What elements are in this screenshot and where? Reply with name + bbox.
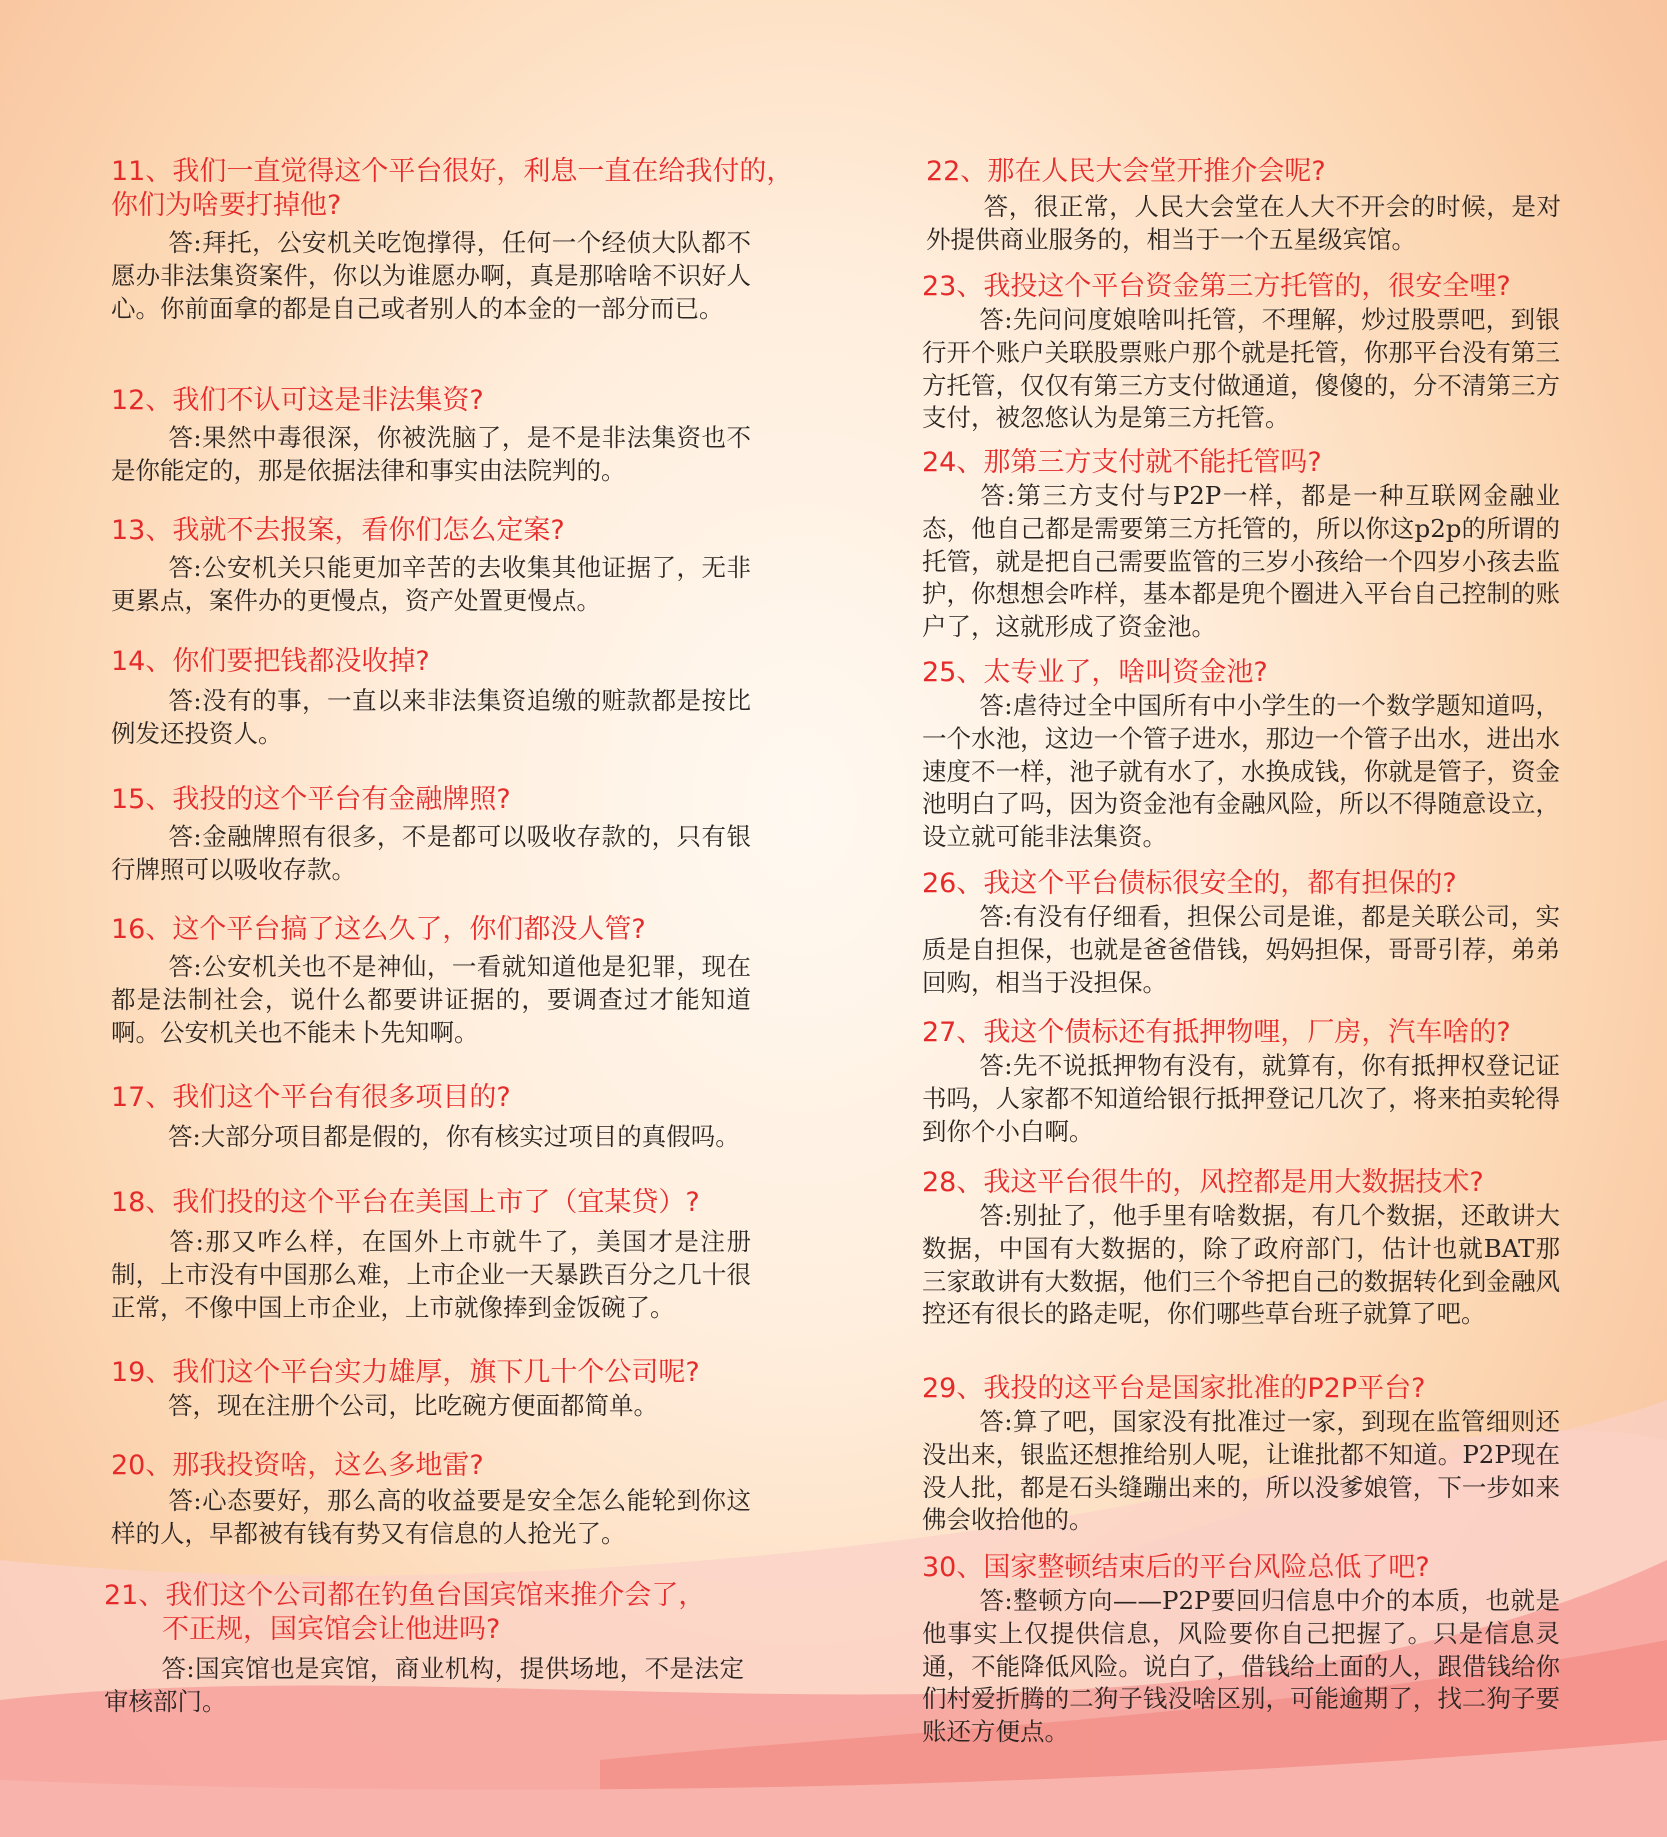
question-title: 29、我投的这平台是国家批准的P2P平台? (922, 1373, 1426, 1404)
question-title: 15、我投的这个平台有金融牌照? (111, 784, 511, 815)
qa-item-25 (922, 656, 1560, 854)
qa-item-16 (111, 913, 751, 1049)
question-title: 14、你们要把钱都没收掉? (111, 646, 430, 677)
question-title: 22、那在人民大会堂开推介会呢? (926, 156, 1326, 187)
qa-item-15 (111, 783, 751, 887)
qa-item-23 (922, 270, 1560, 435)
answer-text: 答:那又咋么样，在国外上市就牛了，美国才是注册制，上市没有中国那么难，上市企业一天暴跌百分之几十很正常，不像中国上市企业，上市就像捧到金饭碗了。 (111, 1227, 751, 1322)
question-title: 30、国家整顿结束后的平台风险总低了吧? (922, 1552, 1430, 1583)
answer-text: 答:公安机关只能更加辛苦的去收集其他证据了，无非更累点，案件办的更慢点，资产处置更慢点。 (111, 553, 751, 615)
qa-item-26 (922, 867, 1560, 999)
qa-item-19 (111, 1356, 751, 1423)
question-title: 19、我们这个平台实力雄厚，旗下几十个公司呢? (111, 1357, 700, 1388)
answer-text: 答:先问问度娘啥叫托管，不理解，炒过股票吧，到银行开个账户关联股票账户那个就是托管，你那平台没有第三方托管，仅仅有第三方支付做通道，傻傻的，分不清第三方支付，被忽悠认为是第三方托管。 (922, 305, 1560, 433)
qa-item-30 (922, 1551, 1560, 1749)
answer-text: 答，现在注册个公司，比吃碗方便面都简单。 (168, 1391, 658, 1420)
question-title: 28、我这平台很牛的，风控都是用大数据技术? (922, 1167, 1484, 1198)
answer-text: 答:别扯了，他手里有啥数据，有几个数据，还敢讲大数据，中国有大数据的，除了政府部门，估计也就BAT那三家敢讲有大数据，他们三个爷把自己的数据转化到金融风控还有很长的路走呢，你们哪些草台班子就算了吧。 (922, 1201, 1560, 1329)
question-title: 16、这个平台搞了这么久了，你们都没人管? (111, 914, 646, 945)
question-title: 21、我们这个公司都在钓鱼台国宾馆来推介会了， 不正规，国宾馆会让他进吗? (104, 1580, 706, 1645)
qa-item-28 (922, 1166, 1560, 1331)
answer-text: 答:大部分项目都是假的，你有核实过项目的真假吗。 (168, 1122, 740, 1151)
qa-item-12 (111, 384, 751, 488)
qa-item-17 (111, 1081, 751, 1154)
qa-item-24 (922, 446, 1560, 644)
question-title: 23、我投这个平台资金第三方托管的，很安全哩? (922, 271, 1511, 302)
question-title: 13、我就不去报案，看你们怎么定案? (111, 515, 565, 546)
answer-text: 答:有没有仔细看，担保公司是谁，都是关联公司，实质是自担保，也就是爸爸借钱，妈妈担保，哥哥引荐，弟弟回购，相当于没担保。 (922, 902, 1560, 997)
qa-item-13 (111, 514, 751, 618)
answer-text: 答:果然中毒很深，你被洗脑了，是不是非法集资也不是你能定的，那是依据法律和事实由法院判的。 (111, 423, 751, 485)
question-title: 25、太专业了，啥叫资金池? (922, 657, 1268, 688)
answer-text: 答:心态要好，那么高的收益要是安全怎么能轮到你这样的人，早都被有钱有势又有信息的人抢光了。 (111, 1486, 751, 1548)
qa-item-18 (111, 1186, 751, 1324)
question-title: 18、我们投的这个平台在美国上市了（宜某贷）? (111, 1187, 700, 1218)
qa-item-27 (922, 1016, 1560, 1148)
answer-text: 答:整顿方向——P2P要回归信息中介的本质，也就是他事实上仅提供信息，风险要你自己把握了。只是信息灵通，不能降低风险。说白了，借钱给上面的人，跟借钱给你们村爱折腾的二狗子钱没啥区别，可能逾期了，找二狗子要账还方便点。 (922, 1586, 1560, 1747)
qa-item-22 (926, 155, 1561, 257)
question-title: 12、我们不认可这是非法集资? (111, 385, 484, 416)
question-title: 11、我们一直觉得这个平台很好，利息一直在给我付的， 你们为啥要打掉他? (111, 156, 794, 221)
question-title: 20、那我投资啥，这么多地雷? (111, 1450, 484, 1481)
answer-text: 答:公安机关也不是神仙，一看就知道他是犯罪，现在都是法制社会，说什么都要讲证据的，要调查过才能知道啊。公安机关也不能未卜先知啊。 (111, 952, 751, 1047)
answer-text: 答:算了吧，国家没有批准过一家，到现在监管细则还没出来，银监还想推给别人呢，让谁批都不知道。P2P现在没人批，都是石头缝蹦出来的，所以没爹娘管，下一步如来佛会收拾他的。 (922, 1407, 1560, 1535)
answer-text: 答，很正常，人民大会堂在人大不开会的时候，是对外提供商业服务的，相当于一个五星级宾馆。 (926, 192, 1561, 254)
qa-item-14 (111, 645, 751, 751)
answer-text: 答:虐待过全中国所有中小学生的一个数学题知道吗，一个水池，这边一个管子进水，那边一个管子出水，进出水速度不一样，池子就有水了，水换成钱，你就是管子，资金池明白了吗，因为资金池有金融风险，所以不得随意设立，设立就可能非法集资。 (922, 691, 1560, 852)
answer-text: 答:金融牌照有很多，不是都可以吸收存款的，只有银行牌照可以吸收存款。 (111, 822, 751, 884)
qa-item-29 (922, 1372, 1560, 1537)
question-title: 24、那第三方支付就不能托管吗? (922, 447, 1322, 478)
qa-item-21 (104, 1579, 744, 1719)
qa-item-20 (111, 1449, 751, 1551)
answer-text: 答:没有的事，一直以来非法集资追缴的赃款都是按比例发还投资人。 (111, 686, 751, 748)
question-title: 26、我这个平台债标很安全的，都有担保的? (922, 868, 1457, 899)
answer-text: 答:拜托，公安机关吃饱撑得，任何一个经侦大队都不愿办非法集资案件，你以为谁愿办啊，真是那啥啥不识好人心。你前面拿的都是自己或者别人的本金的一部分而已。 (111, 228, 751, 323)
qa-item-11 (111, 155, 794, 325)
answer-text: 答:第三方支付与P2P一样，都是一种互联网金融业态，他自己都是需要第三方托管的，所以你这p2p的所谓的托管，就是把自己需要监管的三岁小孩给一个四岁小孩去监护，你想想会咋样，基本都是兜个圈进入平台自己控制的账户了，这就形成了资金池。 (922, 481, 1560, 642)
answer-text: 答:先不说抵押物有没有，就算有，你有抵押权登记证书吗，人家都不知道给银行抵押登记几次了，将来拍卖轮得到你个小白啊。 (922, 1051, 1560, 1146)
question-title: 27、我这个债标还有抵押物哩，厂房，汽车啥的? (922, 1017, 1511, 1048)
question-title: 17、我们这个平台有很多项目的? (111, 1082, 511, 1113)
answer-text: 答:国宾馆也是宾馆，商业机构，提供场地，不是法定审核部门。 (104, 1654, 744, 1716)
